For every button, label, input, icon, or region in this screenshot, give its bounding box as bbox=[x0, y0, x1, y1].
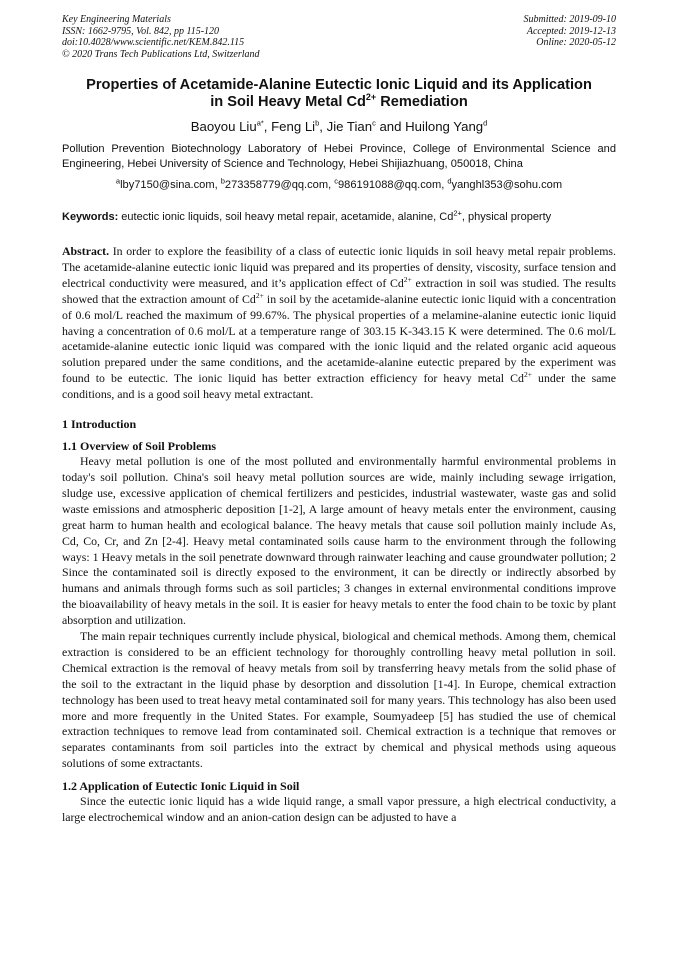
journal-name: Key Engineering Materials bbox=[62, 14, 171, 25]
keywords-text: eutectic ionic liquids, soil heavy metal repair, acetamide, alanine, Cd bbox=[118, 211, 454, 223]
keywords-text: , physical property bbox=[461, 211, 552, 223]
keywords-label: Keywords: bbox=[62, 211, 119, 223]
abstract bbox=[62, 244, 616, 403]
submitted-date: Submitted: 2019-09-10 bbox=[523, 14, 616, 25]
email-address: 273358779@qq.com bbox=[224, 179, 329, 191]
header-right bbox=[524, 14, 617, 60]
email-address: 986191088@qq.com bbox=[338, 179, 442, 191]
email-separator: , bbox=[441, 179, 448, 191]
abstract-text: under the same conditions, and is a good soil heavy metal extractant. bbox=[62, 371, 616, 402]
paragraph: Since the eutectic ionic liquid has a wide liquid range, a small vapor pressure, a high electrical conductivity, a large electrochemical window and an anion-cation design can be adjusted to have a bbox=[62, 794, 616, 825]
keywords bbox=[62, 210, 616, 224]
author-affil-mark: a* bbox=[256, 118, 264, 128]
title-line-2 bbox=[62, 94, 616, 111]
email-separator: , bbox=[328, 179, 335, 191]
title-text: Remediation bbox=[376, 94, 468, 110]
email-address: yanghl353@sohu.com bbox=[451, 179, 563, 191]
keywords-superscript: 2+ bbox=[453, 208, 462, 218]
issn-line: ISSN: 1662-9795, Vol. 842, pp 115-120 bbox=[62, 25, 220, 37]
journal-header bbox=[62, 14, 616, 60]
author-name: Huilong Yang bbox=[405, 119, 484, 134]
email-mark: a bbox=[115, 176, 121, 186]
email-mark: b bbox=[220, 176, 225, 186]
header-left bbox=[62, 14, 260, 60]
email-list bbox=[62, 178, 616, 192]
section-heading-introduction: 1 Introduction bbox=[62, 417, 137, 432]
subsection-heading-eutectic-application: 1.2 Application of Eutectic Ionic Liquid in Soil bbox=[62, 779, 300, 794]
title-superscript: 2+ bbox=[365, 92, 377, 103]
author-name: Baoyou Liu bbox=[190, 119, 257, 134]
affiliation: Pollution Prevention Biotechnology Laboratory of Hebei Province, College of Environmental Science and Engineering, Hebei University of Science and Technology, Hebei Shijiazhuang, 050018, China bbox=[62, 143, 616, 170]
accepted-date: Accepted: 2019-12-13 bbox=[526, 25, 616, 37]
abstract-superscript: 2+ bbox=[403, 274, 412, 284]
author-separator: and bbox=[375, 119, 406, 134]
email-mark: d bbox=[447, 176, 452, 186]
doi-line: doi:10.4028/www.scientific.net/KEM.842.115 bbox=[62, 37, 245, 48]
email-separator: , bbox=[214, 179, 221, 191]
author-affil-mark: b bbox=[315, 118, 320, 128]
author-affil-mark: d bbox=[483, 118, 488, 128]
author-separator: , bbox=[263, 119, 272, 134]
abstract-superscript: 2+ bbox=[255, 290, 264, 300]
paper-page bbox=[62, 14, 616, 826]
email-address: lby7150@sina.com bbox=[120, 179, 215, 191]
title-line-1: Properties of Acetamide-Alanine Eutectic Ionic Liquid and its Application bbox=[86, 77, 592, 93]
subsection-heading-soil-problems: 1.1 Overview of Soil Problems bbox=[62, 439, 217, 454]
abstract-text: In order to explore the feasibility of a class of eutectic ionic liquids in soil heavy metal repair problems. The acetamide-alanine eutectic ionic liquid was prepared and its properties of density, viscosity, surface tension and electrical conductivity were measured, and it’s application effect of Cd bbox=[62, 244, 616, 290]
paragraph: The main repair techniques currently include physical, biological and chemical methods. Among them, chemical extraction is considered to be an efficient technology for thoroughly controlling heavy metal pollution in soil. Chemical extraction is the removal of heavy metals from soil by transferring heavy metals from the solid phase of the soil to the extractant in the liquid phase by desorption and dissolution [1-4]. In Europe, chemical extraction technology has been used to treat heavy metal contaminated soil for many years. This technology has also been used more and more frequently in the United States. For example, Soumyadeep [5] has studied the use of chemical extraction techniques to remove lead from contaminated soil. Chemical extraction is a technique that removes or separates contaminants from soil particles into the extract by chemical and physical methods using aqueous solutions of some extractants. bbox=[62, 629, 616, 771]
online-date: Online: 2020-05-12 bbox=[536, 37, 616, 48]
email-mark: c bbox=[334, 176, 339, 186]
author-name: Feng Li bbox=[271, 119, 316, 134]
paragraph: Heavy metal pollution is one of the most polluted and environmentally harmful environmental problems in today's soil pollution. China's soil heavy metal pollution sources are wide, mainly including sewage irrigation, sludge use, excessive application of chemical fertilizers and pesticides, industrial wastewater, waste gas and solid waste emissions and atmospheric deposition [1-2], A large amount of heavy metals enter the environment, causing great harm to human health and ecological balance. The heavy metals that cause soil pollution mainly include As, Cd, Co, Cr, and Zn [2-4]. Heavy metal contaminated soils cause harm to the environment through the following ways: 1 Heavy metals in the soil penetrate downward through rainwater leaching and cause groundwater pollution; 2 Since the contaminated soil is directly exposed to the environment, it can be directly or indirectly absorbed by humans and animals through forms such as soil particles; 3 changes in external environmental conditions improve the bioavailability of heavy metals in the soil. It is easier for heavy metals to enter the food chain to be toxic by plant absorption and utilization. bbox=[62, 454, 616, 628]
author-name: Jie Tian bbox=[326, 119, 373, 134]
copyright-line: © 2020 Trans Tech Publications Ltd, Switzerland bbox=[62, 48, 260, 60]
paper-title bbox=[62, 77, 616, 111]
abstract-text: in soil by the acetamide-alanine eutectic ionic liquid with a concentration of 0.6 mol/L reached the maximum of 99.67%. The physical properties of a melamine-alanine eutectic ionic liquid having a concentration of 0.6 mol/L at a temperature range of 303.15 K-343.15 K were determined. The 0.6 mol/L acetamide-alanine eutectic ionic liquid was compared with the ionic liquid and the related organic acid aqueous solution prepared under the same conditions, and the acetamide-alanine eutectic prepared by the experiment was found to be eutectic. The ionic liquid has better extraction efficiency for heavy metal Cd bbox=[62, 291, 616, 386]
abstract-label: Abstract. bbox=[62, 244, 110, 258]
author-separator: , bbox=[319, 119, 327, 134]
author-list bbox=[62, 119, 616, 135]
author-affil-mark: c bbox=[372, 118, 376, 128]
title-text: in Soil Heavy Metal Cd bbox=[210, 94, 366, 110]
abstract-superscript: 2+ bbox=[523, 370, 532, 380]
abstract-text: extraction in soil was studied. The results showed that the extraction amount of Cd bbox=[62, 275, 616, 306]
